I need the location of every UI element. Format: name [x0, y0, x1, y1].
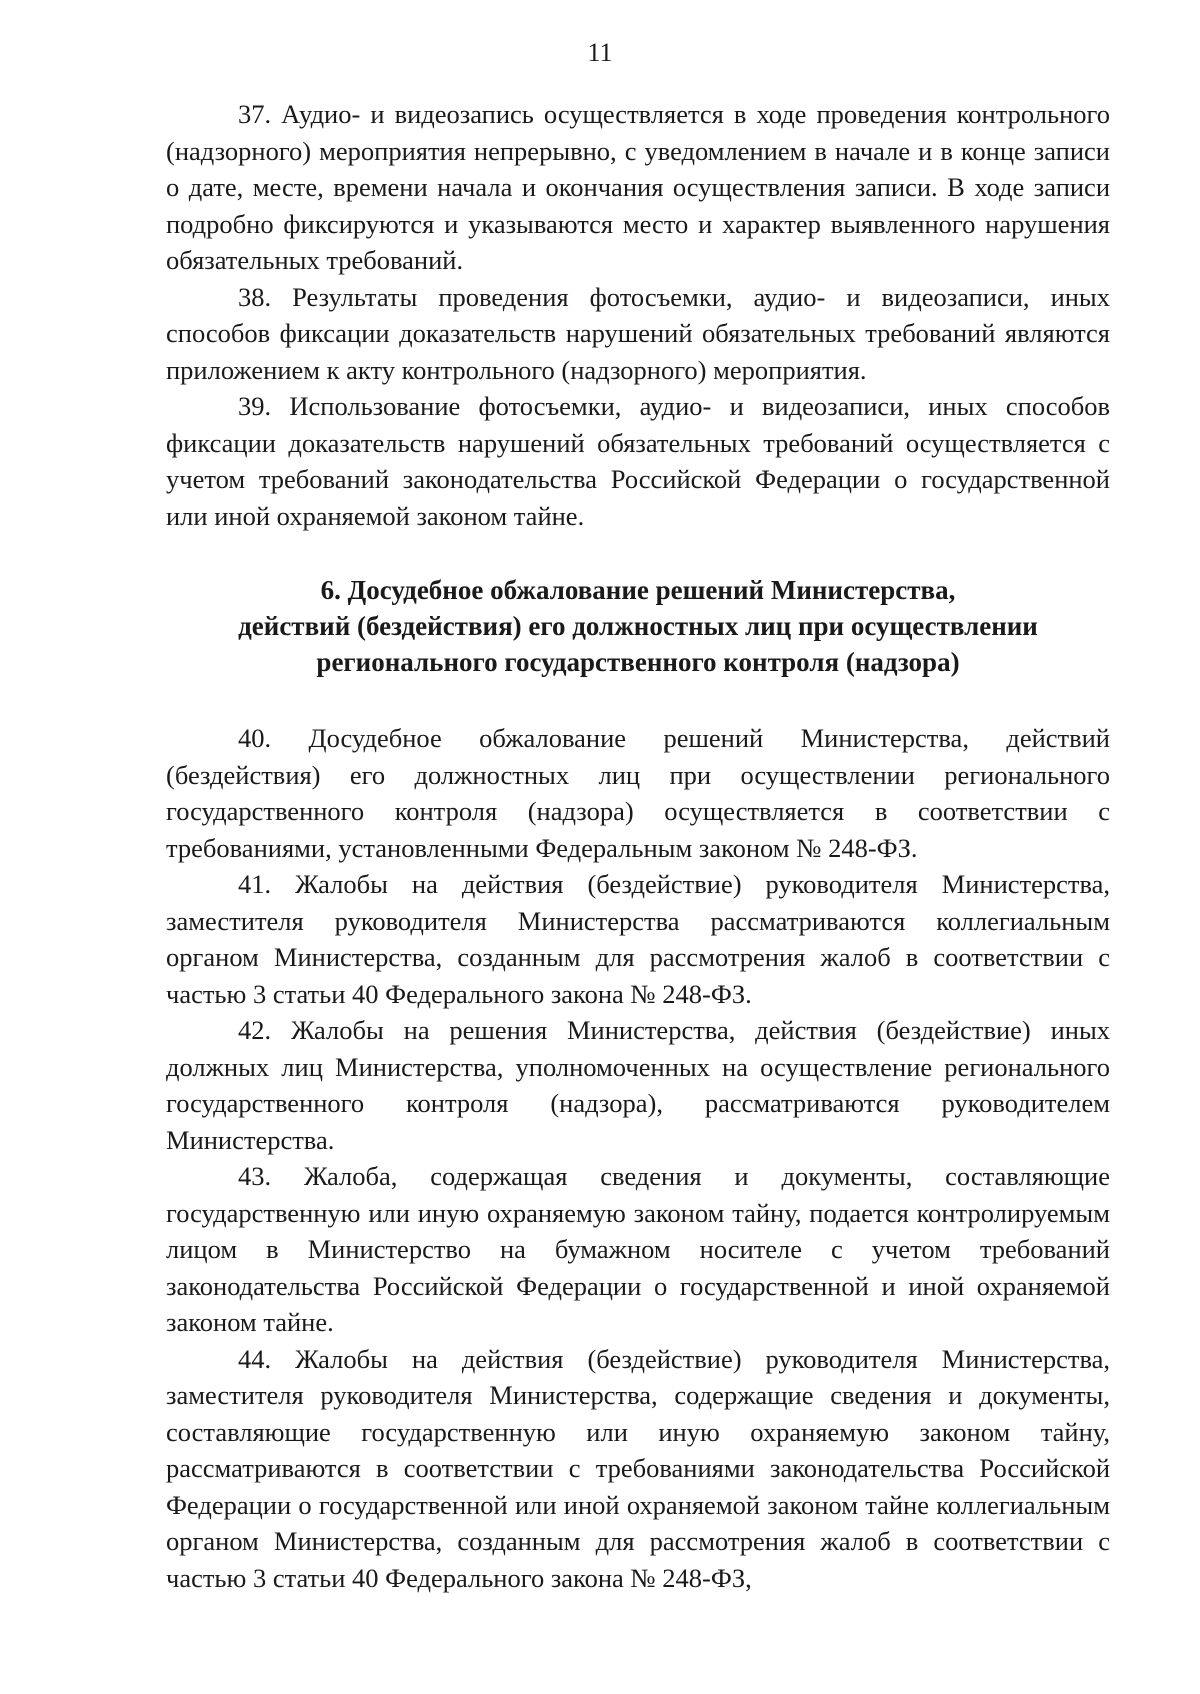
paragraph-39: 39. Использование фотосъемки, аудио- и видеозаписи, иных способов фиксации доказательств нарушений обязательных требований осуществляется с учетом требований законодательства Российской Федерации о государственной или иной охраняемой законом тайне. — [166, 391, 1110, 531]
paragraph-38: 38. Результаты проведения фотосъемки, аудио- и видеозаписи, иных способов фиксации доказательств нарушений обязательных требований являются приложением к акту контрольного (надзорного) мероприятия. — [166, 281, 1110, 385]
section-6-heading — [166, 572, 1110, 680]
page-number: 11 — [587, 38, 613, 67]
section-heading-line-3: регионального государственного контроля (надзора) — [316, 647, 960, 677]
section-heading-line-2: действий (бездействия) его должностных лиц при осуществлении — [238, 611, 1038, 641]
document-body — [166, 96, 1110, 1596]
paragraph-37: 37. Аудио- и видеозапись осуществляется в ходе проведения контрольного (надзорного) мероприятия непрерывно, с уведомлением в начале и в конце записи о дате, месте, времени начала и окончания осуществления записи. В ходе записи подробно фиксируются и указываются место и характер выявленного нарушения обязательных требований. — [166, 99, 1110, 275]
section-heading-line-1: 6. Досудебное обжалование решений Министерства, — [320, 575, 956, 605]
paragraph-42: 42. Жалобы на решения Министерства, действия (бездействие) иных должных лиц Министерства, уполномоченных на осуществление регионального государственного контроля (надзора), рассматриваются руководителем Министерства. — [166, 1015, 1110, 1155]
paragraph-41: 41. Жалобы на действия (бездействие) руководителя Министерства, заместителя руководителя Министерства рассматриваются коллегиальным органом Министерства, созданным для рассмотрения жалоб в соответствии с частью 3 статьи 40 Федерального закона № 248-ФЗ. — [166, 869, 1110, 1009]
paragraph-43: 43. Жалоба, содержащая сведения и документы, составляющие государственную или иную охраняемую законом тайну, подается контролируемым лицом в Министерство на бумажном носителе с учетом требований законодательства Российской Федерации о государственной и иной охраняемой законом тайне. — [166, 1161, 1110, 1337]
paragraph-44: 44. Жалобы на действия (бездействие) руководителя Министерства, заместителя руководителя Министерства, содержащие сведения и документы, составляющие государственную или иную охраняемую законом тайну, рассматриваются в соответствии с требованиями законодательства Российской Федерации о государственной или иной охраняемой законом тайне коллегиальным органом Министерства, созданным для рассмотрения жалоб в соответствии с частью 3 статьи 40 Федерального закона № 248-ФЗ, — [166, 1343, 1110, 1593]
paragraph-40: 40. Досудебное обжалование решений Министерства, действий (бездействия) его должностных лиц при осуществлении регионального государственного контроля (надзора) осуществляется в соответствии с требованиями, установленными Федеральным законом № 248-ФЗ. — [166, 723, 1110, 863]
